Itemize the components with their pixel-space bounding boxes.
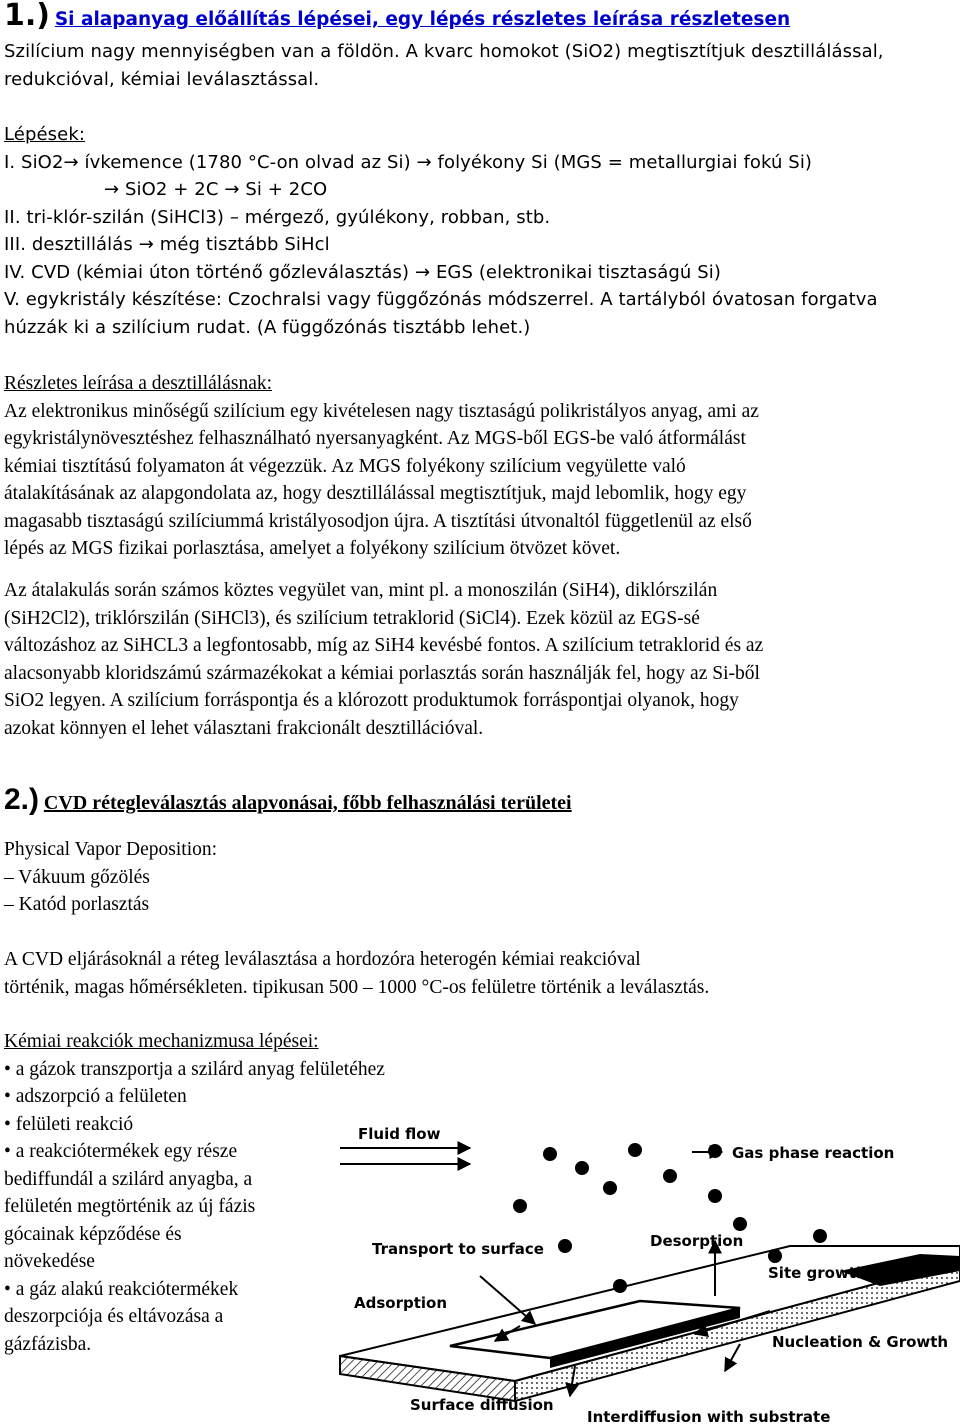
substrate-slab (340, 1246, 960, 1401)
paragraph-line: magasabb tisztaságú szilíciummá kristályosodjon újra. A tisztítási útvonaltól függetlenül az első (4, 510, 752, 532)
cvd-mechanism-diagram (320, 1096, 960, 1426)
step-item: → SiO2 + 2C → Si + 2CO (104, 179, 328, 200)
paragraph-line: változáshoz az SiHCL3 a legfontosabb, míg az SiH4 kevésbé fontos. A szilícium tetraklorid és az (4, 635, 764, 656)
paragraph-line: lépés az MGS fizikai porlasztása, amelyet a folyékony szilícium ötvözet követ. (4, 538, 621, 559)
paragraph-line: azokat könnyen el lehet választani frakcionált desztillációval. (4, 717, 484, 739)
section-2-heading (4, 783, 572, 818)
paragraph-line: SiO2 legyen. A szilícium forráspontja és a klórozott produktumok forráspontjai olyanok, hogy (4, 690, 739, 711)
step-item: II. tri-klór-szilán (SiHCl3) – mérgező, gyúlékony, robban, stb. (4, 206, 551, 228)
pvd-heading: Physical Vapor Deposition: (4, 839, 218, 860)
detail-heading: Részletes leírása a desztillálásnak: (4, 373, 273, 394)
paragraph-line: egykristálynövesztéshez felhasználható nyersanyagként. Az MGS-ből EGS-be való átformálást (4, 428, 746, 449)
steps-heading: Lépések: (4, 124, 86, 145)
mechanism-heading: Kémiai reakciók mechanizmusa lépései: (4, 1031, 319, 1052)
mechanism-line: • a gázok transzportja a szilárd anyag felületéhez (4, 1058, 385, 1080)
step-item: V. egykristály készítése: Czochralsi vagy függőzónás módszerrel. A tartályból óvatosan forgatva (4, 289, 878, 310)
label-interdiffusion: Interdiffusion with substrate (587, 1408, 831, 1426)
step-item: III. desztillálás → még tisztább SiHcl (4, 234, 330, 255)
step-item: húzzák ki a szilícium rudat. (A függőzónás tisztább lehet.) (4, 316, 531, 338)
paragraph-line: történik, magas hőmérsékleten. tipikusan 500 – 1000 °C-os felületre történik a leválasztás. (4, 976, 710, 998)
label-nucleation-growth: Nucleation & Growth (772, 1333, 949, 1351)
mechanism-line: deszorpciója és eltávozása a (4, 1306, 224, 1327)
section-2-title[interactable]: CVD rétegleválasztás alapvonásai, főbb felhasználási területei (43, 792, 572, 814)
section-2-number: 2.) (4, 783, 40, 816)
mechanism-line: bediffundál a szilárd anyagba, a (4, 1168, 253, 1190)
paragraph-line: Az átalakulás során számos köztes vegyület van, mint pl. a monoszilán (SiH4), diklórszilán (4, 580, 718, 601)
distillation-detail-2 (4, 577, 763, 742)
label-fluid-flow: Fluid flow (358, 1125, 441, 1143)
mechanism-line: növekedése (4, 1251, 95, 1272)
step-item: IV. CVD (kémiai úton történő gőzleválasztás) → EGS (elektronikai tisztaságú Si) (4, 261, 721, 283)
mechanism-line: gázfázisba. (4, 1333, 92, 1355)
pvd-block (4, 836, 217, 919)
intro-line: Szilícium nagy mennyiségben van a földön. A kvarc homokot (SiO2) megtisztítjuk desztillálással, (4, 41, 884, 62)
intro-line: redukcióval, kémiai leválasztással. (4, 68, 320, 90)
mechanism-line: felületén megtörténik az új fázis (4, 1196, 256, 1217)
paragraph-line: Az elektronikus minőségű szilícium egy kivételesen nagy tisztaságú polikristályos anyag, ami az (4, 400, 759, 422)
mechanism-line: gócainak képződése és (4, 1223, 182, 1245)
paragraph-line: A CVD eljárásoknál a réteg leválasztása a hordozóra heterogén kémiai reakcióval (4, 949, 641, 970)
steps-list (4, 121, 878, 341)
distillation-detail (4, 370, 759, 563)
mechanism-line: • adszorpció a felületen (4, 1086, 187, 1107)
paragraph-line: átalakításának az alapgondolata az, hogy desztillálással megtisztítjuk, majd lebomlik, hogy egy (4, 483, 747, 504)
cvd-paragraph (4, 946, 709, 1001)
mechanism-line: • felületi reakció (4, 1113, 134, 1135)
label-transport-to-surface: Transport to surface (372, 1240, 544, 1258)
section-1-title[interactable]: Si alapanyag előállítás lépései, egy lépés részletes leírása részletesen (54, 9, 791, 30)
section-1-intro (4, 38, 884, 93)
fluid-flow-arrows (340, 1148, 722, 1164)
label-site-growth: Site growth (768, 1264, 867, 1282)
pvd-item: – Vákuum gőzölés (4, 866, 150, 888)
label-desorption: Desorption (650, 1232, 744, 1250)
paragraph-line: alacsonyabb kloridszámú származékokat a kémiai porlasztás során használják fel, hogy az Si-ből (4, 662, 760, 684)
paragraph-line: kémiai tisztítású folyamaton át végezzük. Az MGS folyékony szilícium vegyülette való (4, 455, 686, 477)
pvd-item: – Katód porlasztás (4, 894, 150, 915)
label-gas-phase-reaction: Gas phase reaction (732, 1144, 895, 1162)
paragraph-line: (SiH2Cl2), triklórszilán (SiHCl3), és szilícium tetraklorid (SiCl4). Ezek közül az EGS-sé (4, 607, 700, 629)
step-item: I. SiO2→ ívkemence (1780 °C-on olvad az Si) → folyékony Si (MGS = metallurgiai fokú Si) (4, 151, 813, 173)
label-surface-diffusion: Surface diffusion (410, 1396, 554, 1414)
mechanism-line: • a reakciótermékek egy része (4, 1141, 238, 1162)
section-1-number: 1.) (4, 0, 50, 33)
section-1-heading (4, 2, 790, 34)
label-adsorption: Adsorption (354, 1294, 448, 1312)
mechanism-line: • a gáz alakú reakciótermékek (4, 1278, 239, 1300)
